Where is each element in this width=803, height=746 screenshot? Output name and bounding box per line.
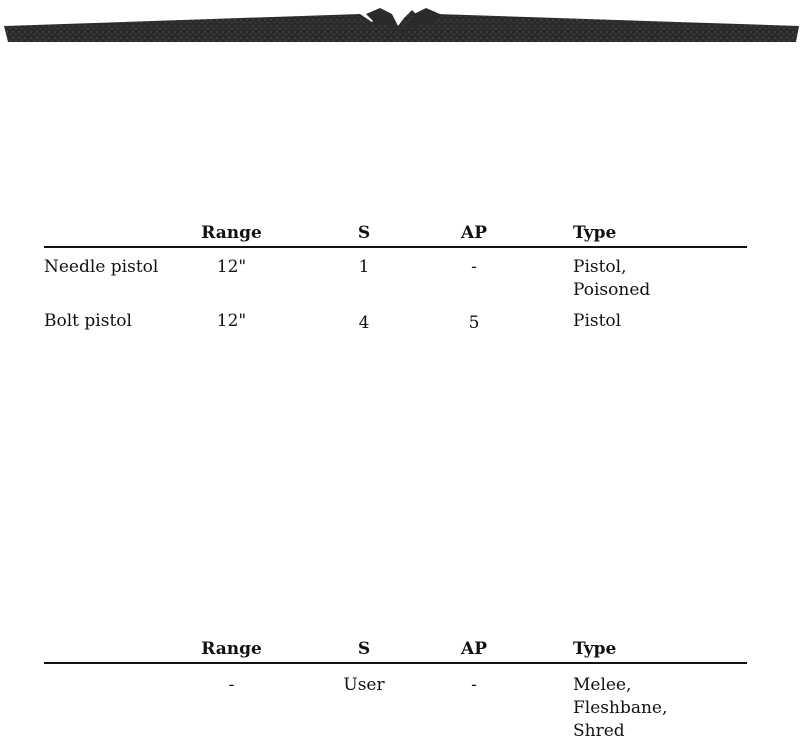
header-strength: S [357,223,371,243]
table-row [44,310,747,340]
header-ap: AP [461,639,487,659]
weapon-range: 12" [216,311,247,331]
weapon-range: 12" [216,257,247,277]
header-ap: AP [461,223,487,243]
weapon-type [573,674,743,743]
weapon-ap: - [471,675,477,695]
weapon-type-line: Shred [573,721,625,741]
weapon-type-line: Pistol [573,311,622,331]
weapon-type-line: Poisoned [573,280,651,300]
ranged-weapons-table [44,222,747,340]
weapon-name: Bolt pistol [44,311,132,331]
weapon-ap: - [471,257,477,277]
top-banner-ornament [0,0,803,48]
header-type: Type [573,639,617,659]
table-row [44,256,747,310]
header-range: Range [201,639,262,659]
table-header [44,222,747,248]
weapon-range: - [228,675,235,695]
header-type: Type [573,223,617,243]
weapon-type-line: Melee, [573,675,632,695]
weapon-strength: 1 [358,257,370,277]
weapon-name: Needle pistol [44,257,159,277]
weapon-type-line: Fleshbane, [573,698,668,718]
weapon-strength: User [343,675,385,695]
weapon-type-line: Pistol, [573,257,627,277]
weapon-strength: 4 [358,313,370,333]
header-strength: S [357,639,371,659]
weapon-type [573,310,743,333]
weapon-ap: 5 [468,313,480,333]
melee-weapons-table [44,638,747,746]
table-row [44,674,747,746]
weapon-type [573,256,743,302]
table-header [44,638,747,664]
header-range: Range [201,223,262,243]
